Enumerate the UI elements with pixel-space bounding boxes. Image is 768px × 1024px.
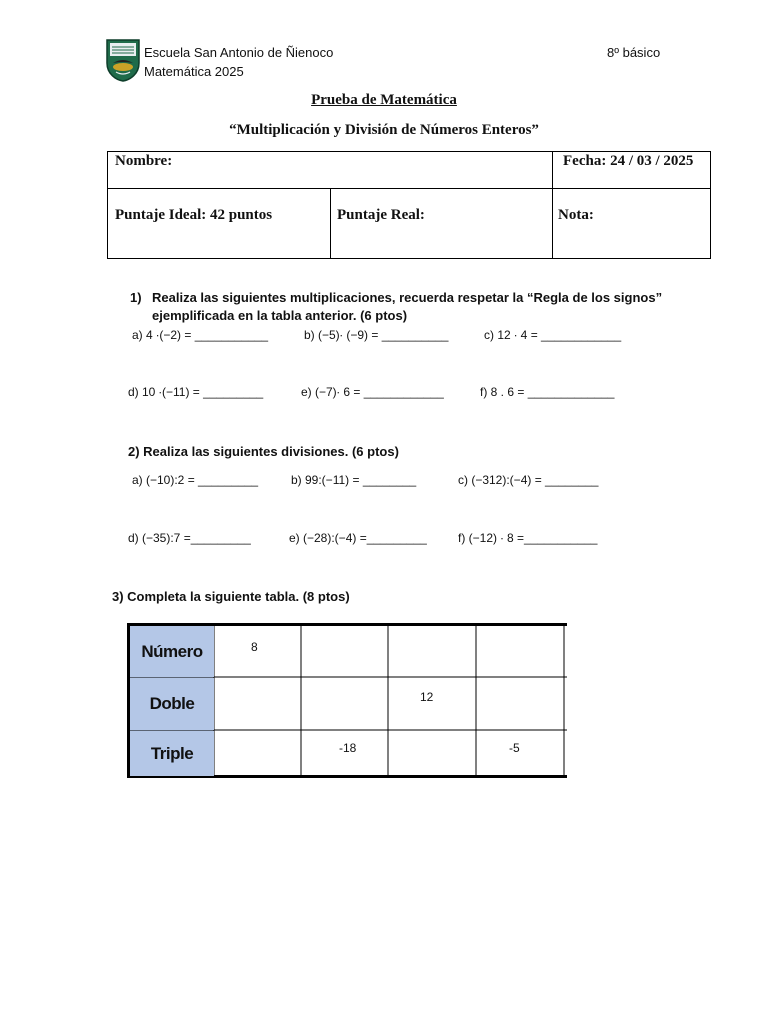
q2-item-e: e) (−28):(−4) =_________ (289, 531, 427, 545)
test-title: Prueba de Matemática (311, 92, 457, 108)
date-field: Fecha: 24 / 03 / 2025 (563, 153, 694, 169)
q2-item-b: b) 99:(−11) = ________ (291, 473, 417, 487)
q1-number: 1) (130, 290, 142, 305)
q3-title: 3) Completa la siguiente tabla. (8 ptos) (112, 589, 350, 604)
q1-item-a: a) 4 ∙(−2) = ___________ (132, 328, 269, 342)
q1-title-line1: Realiza las siguientes multiplicaciones, recuerda respetar la “Regla de los signos” (152, 290, 663, 305)
table-cell-doble-3: 12 (420, 690, 434, 704)
table-cell-triple-4: -5 (509, 741, 520, 755)
grade-level: 8º básico (607, 45, 661, 60)
school-crest-icon (106, 39, 140, 82)
q2-title: 2) Realiza las siguientes divisiones. (6 ptos) (128, 444, 399, 459)
row-label-triple: Triple (130, 731, 214, 776)
row-label-numero: Número (130, 626, 214, 677)
q1-item-b: b) (−5)∙ (−9) = __________ (304, 328, 449, 342)
school-name: Escuela San Antonio de Ñienoco (144, 45, 334, 60)
q2-item-d: d) (−35):7 =_________ (128, 531, 251, 545)
q2-item-a: a) (−10):2 = _________ (132, 473, 259, 487)
q1-item-c: c) 12 ∙ 4 = ____________ (484, 328, 622, 342)
q1-item-f: f) 8 . 6 = _____________ (480, 385, 615, 399)
q1-item-d: d) 10 ∙(−11) = _________ (128, 385, 264, 399)
grade-field: Nota: (558, 207, 594, 223)
ideal-score-field: Puntaje Ideal: 42 puntos (115, 207, 273, 223)
q1-item-e: e) (−7)∙ 6 = ____________ (301, 385, 444, 399)
q2-item-c: c) (−312):(−4) = ________ (458, 473, 599, 487)
test-subtitle: “Multiplicación y División de Números Enteros” (229, 122, 539, 138)
table-cell-numero-1: 8 (251, 640, 258, 654)
table-cell-triple-2: -18 (339, 741, 357, 755)
name-field-label: Nombre: (115, 153, 173, 169)
q2-item-f: f) (−12) ∙ 8 =___________ (458, 531, 598, 545)
real-score-field: Puntaje Real: (337, 207, 425, 223)
row-label-doble: Doble (130, 678, 214, 730)
student-info-table (107, 151, 711, 259)
number-table (127, 623, 567, 778)
subject-year: Matemática 2025 (144, 64, 244, 79)
q1-title-line2: ejemplificada en la tabla anterior. (6 ptos) (152, 308, 408, 323)
